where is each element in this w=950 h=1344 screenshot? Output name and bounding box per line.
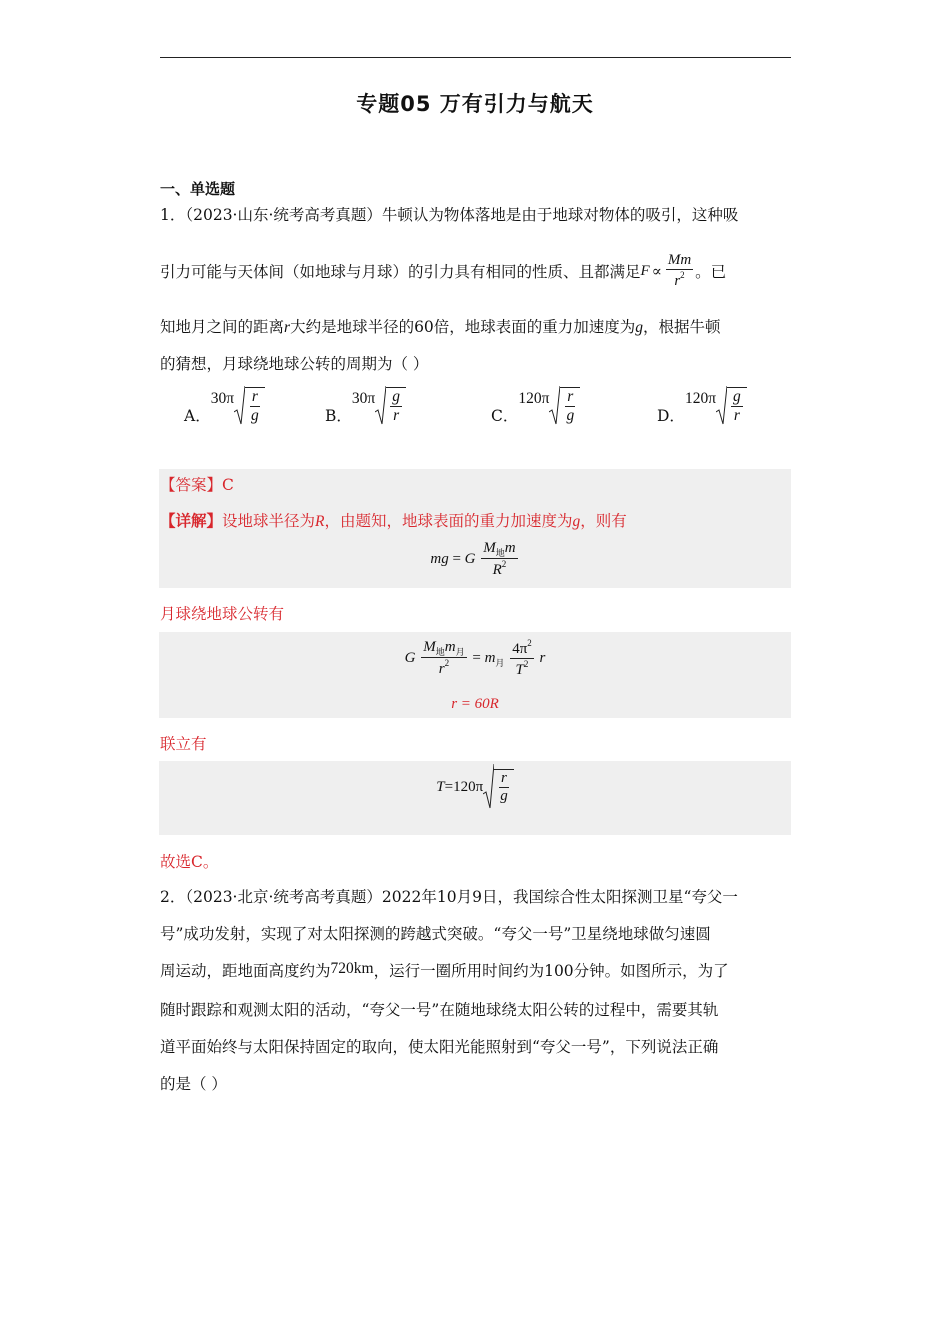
equation-4: T =120π $\frac{r}{g}$ xyxy=(159,764,791,810)
detail-line: 【详解】设地球半径为R，由题知，地球表面的重力加速度为g，则有 xyxy=(160,511,627,530)
q2-line-1: 2．（2023·北京·统考高考真题）2022年10月9日，我国综合性太阳探测卫星“夸父一 xyxy=(160,888,738,906)
option-c[interactable]: C． 120π $\frac{r}{g}$ xyxy=(491,386,580,426)
sqrt-icon: $\frac{r}{g}$ xyxy=(234,386,265,426)
sqrt-icon: $\frac{g}{r}$ xyxy=(375,386,406,426)
conclusion: 故选C。 xyxy=(160,853,219,871)
gravity-formula: F ∝ $\frac{Mm}{r^2}$ xyxy=(640,252,692,290)
q2-line-4: 随时跟踪和观测太阳的活动，“夸父一号”在随地球绕太阳公转的过程中，需要其轨 xyxy=(160,1001,719,1019)
q2-line-6: 的是（ ） xyxy=(160,1075,227,1093)
answer-line: 【答案】C xyxy=(160,476,234,494)
section-heading: 一、单选题 xyxy=(160,180,236,198)
sqrt-icon: $\frac{g}{r}$ xyxy=(716,386,747,426)
sqrt-icon: $\frac{r}{g}$ xyxy=(483,764,514,810)
q1-line-1: 1．（2023·山东·统考高考真题）牛顿认为物体落地是由于地球对物体的吸引，这种吸 xyxy=(160,206,739,224)
equation-1: mg = G $\frac{M_地m}{R^2}$ xyxy=(430,540,516,579)
document-title: 专题05 万有引力与航天 xyxy=(356,92,594,116)
combine-text: 联立有 xyxy=(160,735,207,753)
equation-2: G $\frac{M_地m_月}{r^2}$ = $m_月$ $\frac{4\pi^2}{T^2}$ r xyxy=(404,638,546,679)
q2-line-2: 号”成功发射，实现了对太阳探测的跨越式突破。“夸父一号”卫星绕地球做匀速圆 xyxy=(160,925,711,943)
option-d[interactable]: D． 120π $\frac{g}{r}$ xyxy=(657,386,747,426)
q1-line-3: 知地月之间的距离r大约是地球半径的60倍，地球表面的重力加速度为g，根据牛顿 xyxy=(160,318,721,336)
q2-line-5: 道平面始终与太阳保持固定的取向，使太阳光能照射到“夸父一号”，下列说法正确 xyxy=(160,1038,719,1056)
equation-3: r = 60R xyxy=(451,696,499,712)
option-b[interactable]: B． 30π $\frac{g}{r}$ xyxy=(325,386,406,426)
moon-orbit-text: 月球绕地球公转有 xyxy=(160,605,285,623)
sqrt-icon: $\frac{r}{g}$ xyxy=(549,386,580,426)
header-rule xyxy=(160,57,791,58)
option-a[interactable]: A． 30π $\frac{r}{g}$ xyxy=(184,386,265,426)
q1-line-2: 引力可能与天体间（如地球与月球）的引力具有相同的性质、且都满足 F ∝ $\frac{Mm}{r^2}$ 。已 xyxy=(160,252,727,290)
q1-line-4: 的猜想，月球绕地球公转的周期为（ ） xyxy=(160,355,429,373)
q2-line-3: 周运动，距地面高度约为720km，运行一圈所用时间约为100分钟。如图所示，为了 xyxy=(160,960,729,980)
